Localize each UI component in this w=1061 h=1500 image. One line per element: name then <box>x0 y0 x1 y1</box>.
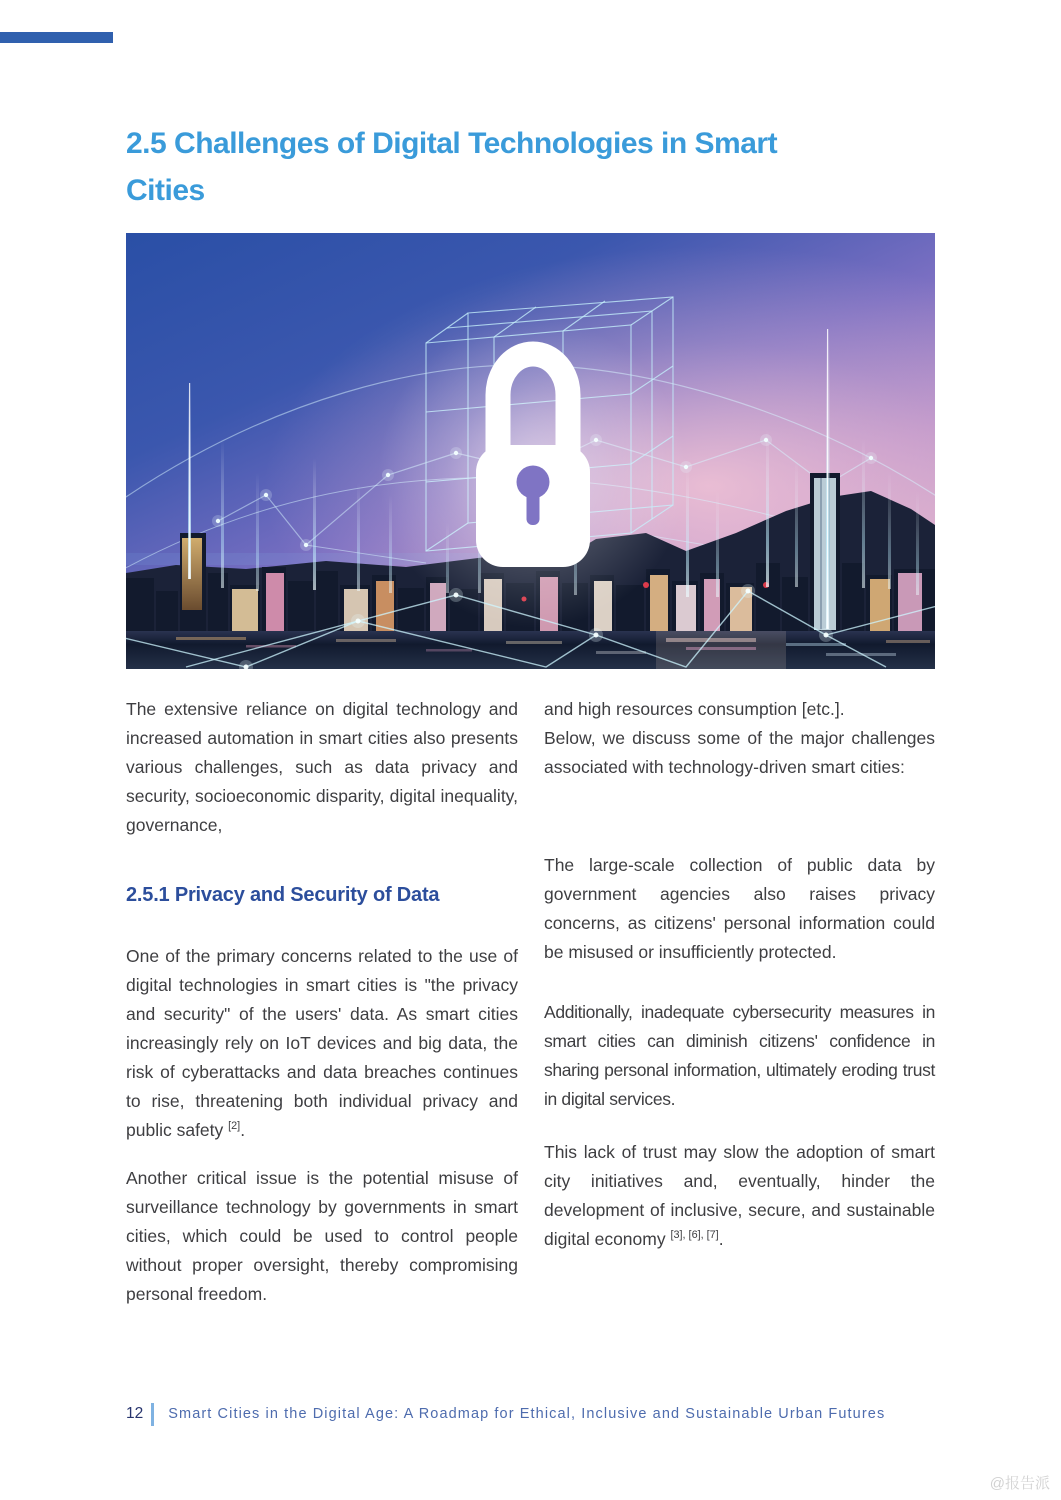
subsection-heading: 2.5.1 Privacy and Security of Data <box>126 884 440 906</box>
paragraph-right-1b: Below, we discuss some of the major challenges associated with technology-driven smart cities: <box>544 728 935 777</box>
hero-image <box>126 233 935 669</box>
city-skyline-illustration <box>126 233 935 669</box>
footer-divider <box>151 1403 154 1426</box>
paragraph-right-3: Additionally, inadequate cybersecurity measures in smart cities can diminish citizens' confidence in sharing personal information, ultimately eroding trust in digital services. <box>544 1002 935 1109</box>
paragraph-right-4: This lack of trust may slow the adoption of smart city initiatives and, eventually, hinder the development of inclusive, secure, and sustainable digital economy [3], [6], [7]. <box>544 1142 935 1249</box>
footer-book-title: Smart Cities in the Digital Age: A Roadmap for Ethical, Inclusive and Sustainable Urban Futures <box>168 1406 886 1422</box>
right-column <box>544 695 935 1254</box>
padlock-icon <box>378 318 688 628</box>
left-column <box>126 695 518 1309</box>
paragraph-right-1a: and high resources consumption [etc.]. <box>544 699 845 719</box>
section-heading <box>126 120 777 214</box>
watermark: @报告派 <box>989 1475 1050 1492</box>
section-heading-line1: 2.5 Challenges of Digital Technologies in Smart <box>126 127 778 160</box>
paragraph-left-1: The extensive reliance on digital technology and increased automation in smart cities also presents various challenges, such as data privacy and security, socioeconomic disparity, digital inequality, governance, <box>126 699 518 835</box>
top-accent-bar <box>0 32 113 43</box>
paragraph-left-2: One of the primary concerns related to the use of digital technologies in smart cities is "the privacy and security" of the users' data. As smart cities increasingly rely on IoT devices and big data, the risk of cyberattacks and data breaches continues to rise, threatening both individual privacy and public safety [2]. <box>126 946 518 1140</box>
paragraph-right-2: The large-scale collection of public data by government agencies also raises privacy concerns, as citizens' personal information could be misused or insufficiently protected. <box>544 855 935 962</box>
section-heading-line2: Cities <box>126 174 205 207</box>
paragraph-left-3: Another critical issue is the potential misuse of surveillance technology by governments in smart cities, which could be used to control people without proper oversight, thereby compromising personal freedom. <box>126 1168 518 1304</box>
page-footer <box>126 1400 885 1428</box>
page-number: 12 <box>126 1405 144 1422</box>
